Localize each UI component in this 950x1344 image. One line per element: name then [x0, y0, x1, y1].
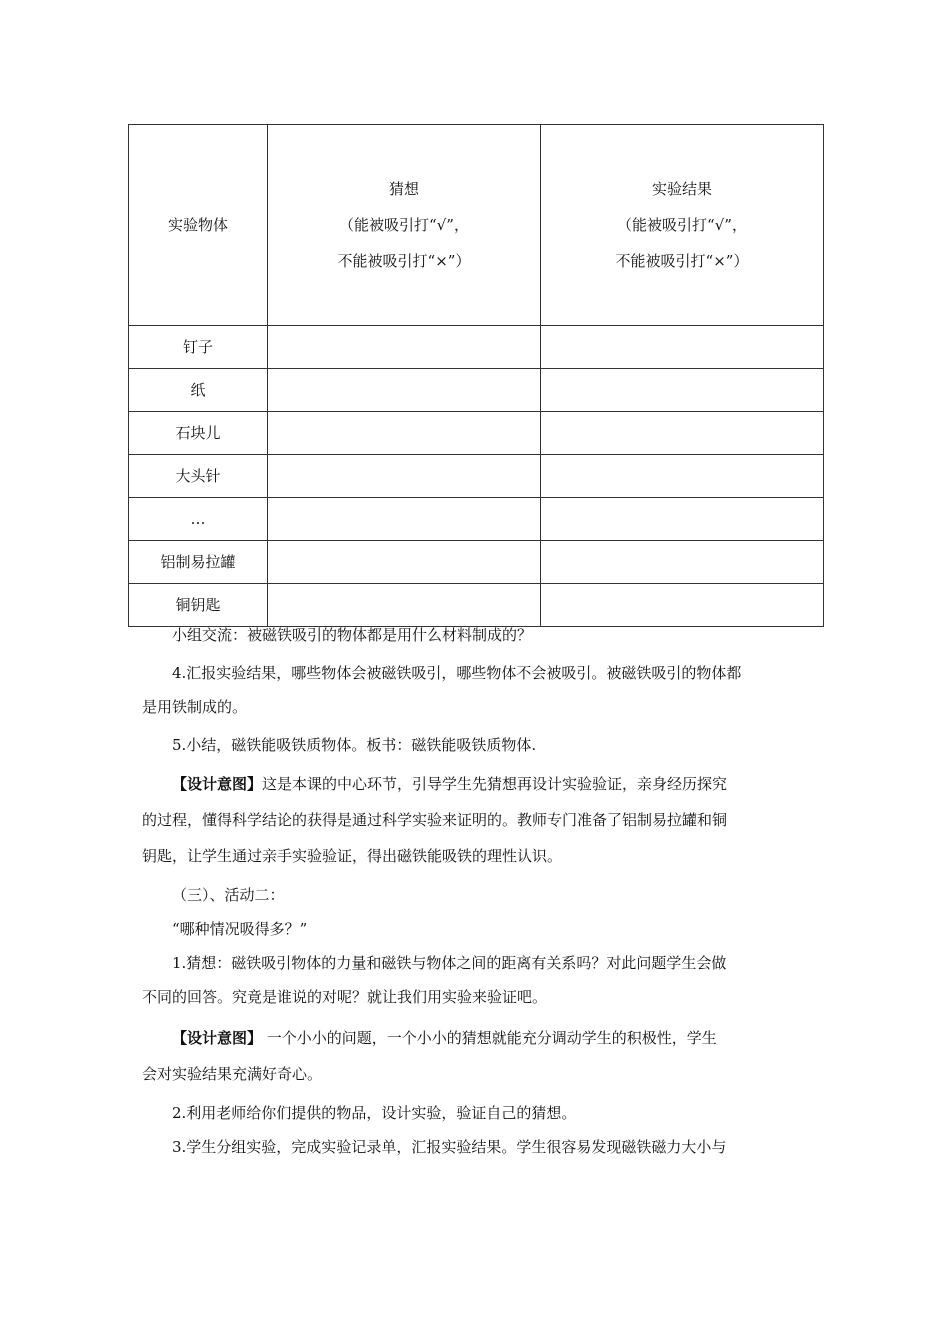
- object-cell: 纸: [129, 369, 268, 412]
- guess-cell: [268, 541, 541, 584]
- table-row: [129, 541, 824, 584]
- header-result-note-1: （能被吸引打“√”，: [617, 216, 747, 234]
- paragraph-design-experiment: 2.利用老师给你们提供的物品，设计实验，验证自己的猜想。: [172, 1104, 577, 1122]
- experiment-record-table: [128, 124, 824, 627]
- table-row: [129, 369, 824, 412]
- object-cell: 钉子: [129, 326, 268, 369]
- header-guess-note-1: （能被吸引打“√”，: [339, 216, 469, 234]
- object-cell: …: [129, 498, 268, 541]
- header-result: [541, 125, 824, 326]
- guess-cell: [268, 412, 541, 455]
- activity-question: “哪种情况吸得多？”: [172, 920, 308, 938]
- guess-cell: [268, 369, 541, 412]
- design-intent-text: 这是本课的中心环节，引导学生先猜想再设计实验验证，亲身经历探究: [262, 775, 728, 793]
- guess-cell: [268, 498, 541, 541]
- paragraph-summary: 5.小结，磁铁能吸铁质物体。板书：磁铁能吸铁质物体.: [172, 736, 537, 754]
- paragraph-design-intent-2-line-2: 会对实验结果充满好奇心。: [142, 1065, 323, 1083]
- table-row: [129, 326, 824, 369]
- table-row: [129, 498, 824, 541]
- result-cell: [541, 498, 824, 541]
- guess-cell: [268, 326, 541, 369]
- object-cell: 石块儿: [129, 412, 268, 455]
- header-object: 实验物体: [129, 125, 268, 326]
- object-cell: 铜钥匙: [129, 584, 268, 627]
- paragraph-guess-line-1: 1.猜想：磁铁吸引物体的力量和磁铁与物体之间的距离有关系吗？对此问题学生会做: [172, 954, 727, 972]
- object-cell: 铝制易拉罐: [129, 541, 268, 584]
- paragraph-group-discussion: 小组交流：被磁铁吸引的物体都是用什么材料制成的？: [172, 626, 533, 644]
- result-cell: [541, 541, 824, 584]
- table-row: [129, 412, 824, 455]
- header-guess-title: 猜想: [388, 180, 419, 198]
- table-row: [129, 455, 824, 498]
- design-intent-tag: 【设计意图】: [172, 775, 263, 793]
- result-cell: [541, 412, 824, 455]
- paragraph-report-line-2: 是用铁制成的。: [142, 698, 248, 716]
- header-guess-note-2: 不能被吸引打“×”）: [337, 252, 471, 270]
- paragraph-design-intent-1-line-2: 的过程，懂得科学结论的获得是通过科学实验来证明的。教师专门准备了铝制易拉罐和铜: [142, 811, 728, 829]
- header-guess: [268, 125, 541, 326]
- header-result-title: 实验结果: [651, 180, 712, 198]
- paragraph-report-line-1: 4.汇报实验结果，哪些物体会被磁铁吸引，哪些物体不会被吸引。被磁铁吸引的物体都: [172, 664, 742, 682]
- design-intent-text: 一个小小的问题，一个小小的猜想就能充分调动学生的积极性，学生: [262, 1029, 717, 1047]
- paragraph-design-intent-1-line-3: 钥匙，让学生通过亲手实验验证，得出磁铁能吸铁的理性认识。: [142, 847, 563, 865]
- paragraph-design-intent-2: [142, 1020, 808, 1056]
- paragraph-guess-line-2: 不同的回答。究竟是谁说的对呢？就让我们用实验来验证吧。: [142, 988, 548, 1006]
- object-cell: 大头针: [129, 455, 268, 498]
- result-cell: [541, 326, 824, 369]
- paragraph-design-intent-1: [142, 766, 808, 802]
- design-intent-tag: 【设计意图】: [172, 1029, 263, 1047]
- paragraph-group-experiment: 3.学生分组实验，完成实验记录单，汇报实验结果。学生很容易发现磁铁磁力大小与: [172, 1138, 727, 1156]
- body-text: [142, 618, 808, 1164]
- table-header-row: [129, 125, 824, 326]
- section-heading-activity-two: （三）、活动二：: [172, 886, 285, 904]
- result-cell: [541, 455, 824, 498]
- header-result-note-2: 不能被吸引打“×”）: [615, 252, 749, 270]
- guess-cell: [268, 455, 541, 498]
- result-cell: [541, 369, 824, 412]
